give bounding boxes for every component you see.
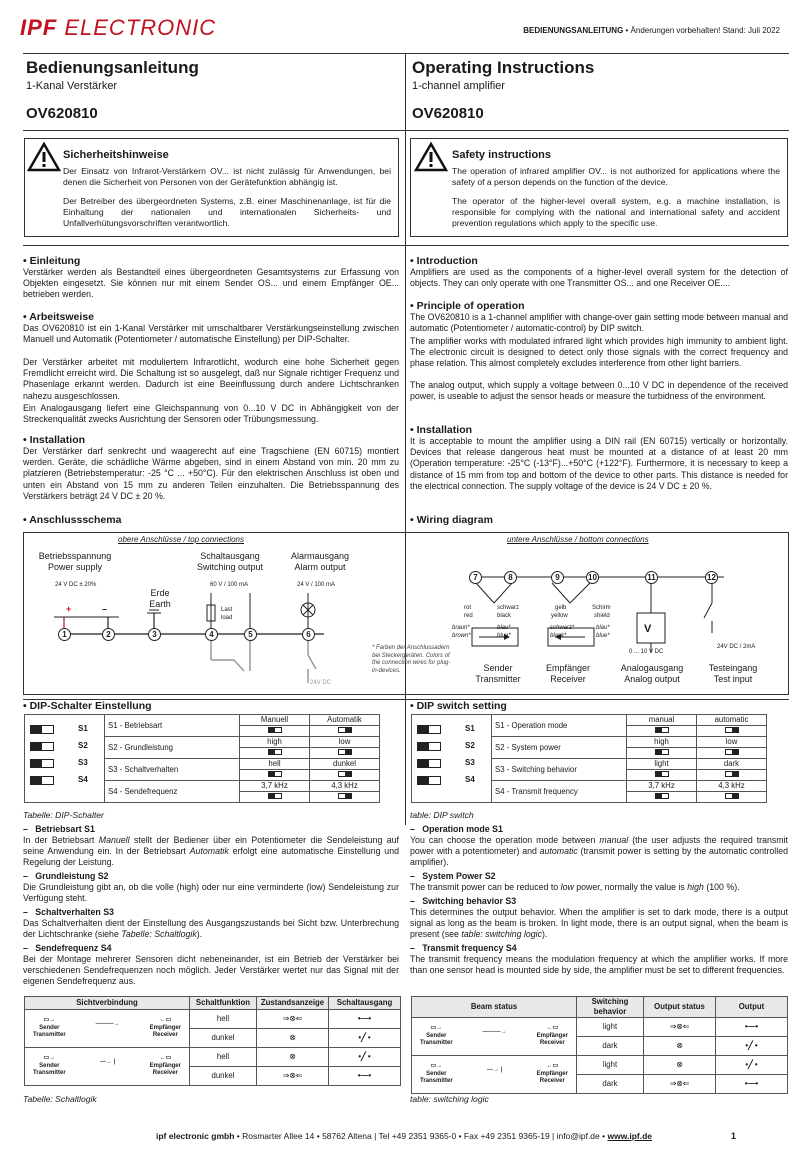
safety-text-de: Der Betreiber des übergeordneten Systems, z.B. einer Maschinenanlage, ist für die Einhaltung der nationalen und internationalen Sicherheits- und Unfallverhütungsvorschriften verantwortlich. xyxy=(63,196,391,229)
switching-output-label: Switching output xyxy=(196,562,264,572)
wire-label: braun* xyxy=(452,625,470,631)
output-contact-icon: •╱ • xyxy=(329,1029,401,1048)
wire-color-note: * Farben der Anschlussadern bei Steckergeräten. Colors of the connection wires for plug-in-devices. xyxy=(372,645,451,675)
section-heading: • Wiring diagram xyxy=(410,514,493,527)
terminal-1: 1 xyxy=(58,628,71,641)
logic-table-en xyxy=(411,996,788,1094)
switch-left-icon xyxy=(268,749,282,755)
paragraph: Der Verstärker darf senkrecht und waagerecht auf eine Tragschiene (EN 60715) montiert werden. Geräte, die schädliche Wärme abgeben, sind in einem Abstand von min. 20 mm zu platzieren (Betriebstemperatur: -25 °C ... +50°C). Für den elektrischen Anschluss ist oben und unten ein Abstand von 15 mm zu anderen Teilen einzuhalten. Die Betriebsspannung des Verstärkers beträgt 24 V DC ± 20 %. xyxy=(23,446,399,501)
supply-label: Power supply xyxy=(47,562,103,572)
subheading: – Switching behavior S3 xyxy=(410,896,517,906)
paragraph: This determines the output behavior. When the amplifier is set to dark mode, there is a output signal as long as the beam is broken. In light mode, there is an output signal, when the beam is present (see table: switching logic). xyxy=(410,907,788,940)
switching-logic-table xyxy=(411,996,788,1094)
terminal-7: 7 xyxy=(469,571,482,584)
wire-label: blue* xyxy=(497,633,511,639)
output-contact-icon: •╱ • xyxy=(716,1055,788,1074)
dip-option: manual xyxy=(627,715,697,726)
section-heading: • Installation xyxy=(23,434,85,447)
voltmeter-icon: V xyxy=(644,623,652,635)
table-caption: table: DIP switch xyxy=(410,810,474,820)
dip-setting-label: S2 - System power xyxy=(492,737,627,759)
table-caption: Tabelle: Schaltlogik xyxy=(23,1094,97,1104)
output-contact-icon: •—• xyxy=(329,1067,401,1086)
dip-option: Automatik xyxy=(310,715,380,726)
dip-setting-label: S2 - Grundleistung xyxy=(105,737,240,759)
switch-right-icon xyxy=(338,771,352,777)
output-contact-icon: •╱ • xyxy=(329,1048,401,1067)
paragraph: It is acceptable to mount the amplifier using a DIN rail (EN 60715) vertically or horizontally. Devices that release dangerous heat must be mounted at a distance of at least 20 mm (Operation temperature: -25°C (-13°F)...+50°C (+122°F). Furthermore, it is necessary to keep a distance of 15 mm from top and bottom of the device to other parts. This distance is needed for the electrical connection. The supply voltage of the device is 24 V DC ± 20 %. xyxy=(410,436,788,491)
alarm-output-label: Alarm output xyxy=(294,562,346,572)
switching-rating: 60 V / 100 mA xyxy=(210,582,249,588)
section-heading: • Introduction xyxy=(410,255,478,268)
paragraph: Der Verstärker arbeitet mit moduliertem Infrarotlicht, wodurch eine hohe Sicherheit gegen Fremdlicht erreicht wird. Die Schaltung ist so ausgelegt, daß nur Signale richtiger Frequenz und Phasenlage erkannt werden. Dadurch ist eine Beeinflussung durch andere Lichtschranken nahezu ausgeschlossen. xyxy=(23,357,399,401)
wire-label: shield xyxy=(594,613,610,619)
receiver-label: Receiver xyxy=(550,674,586,684)
paragraph: You can choose the operation mode between manual (the user adjusts the required transmit power with a potentiometer) and automatic (transmit power is setting by the automatic controlled amplifier). xyxy=(410,835,789,868)
section-heading: • Installation xyxy=(410,424,472,437)
terminal-9: 9 xyxy=(551,571,564,584)
dip-switch-label: S2 xyxy=(78,740,88,750)
dip-option: high xyxy=(240,737,310,748)
switch-left-icon xyxy=(268,771,282,777)
dip-option: low xyxy=(697,737,767,748)
column-header: Output xyxy=(716,997,788,1018)
wire-label: blau* xyxy=(497,625,511,631)
terminal-10: 10 xyxy=(586,571,599,584)
analog-range: 0 ... 10 V DC xyxy=(629,649,664,655)
led-status-icon: ⇒⊗⇐ xyxy=(257,1010,329,1029)
switching-mode: dark xyxy=(577,1036,644,1055)
terminal-3: 3 xyxy=(148,628,161,641)
terminal-8: 8 xyxy=(504,571,517,584)
receiver-label: Empfänger xyxy=(545,663,591,673)
column-header: Beam status xyxy=(412,997,577,1018)
wire-label: red xyxy=(464,613,473,619)
switching-mode: light xyxy=(577,1055,644,1074)
table-caption: Tabelle: DIP-Schalter xyxy=(23,810,104,820)
switching-mode: hell xyxy=(190,1010,257,1029)
divider xyxy=(23,245,789,246)
dip-switch-block xyxy=(25,715,105,803)
switch-right-icon xyxy=(725,793,739,799)
paragraph: The OV620810 is a 1-channel amplifier with change-over gain setting mode between manual and automatic (Potentiometer / automatic-control) by DIP switch. xyxy=(410,312,789,334)
paragraph: Bei der Montage mehrerer Sensoren dicht nebeneinander, ist ein Betrieb der Verstärker bei verschiedenen Sendefrequenzen noch möglich. Jeder Verstärker wertet nur das Signal mit der eigenen Sendefrequenz aus. xyxy=(23,954,399,987)
terminal-2: 2 xyxy=(102,628,115,641)
led-status-icon: ⊗ xyxy=(257,1029,329,1048)
dip-option: Manuell xyxy=(240,715,310,726)
dip-setting-label: S4 - Transmit frequency xyxy=(492,781,627,803)
paragraph: Verstärker werden als Bestandteil eines übergeordneten Gesamtsystems zur Erfassung von Objekten eingesetzt. Sie können nur mit einem Sender OS... und einem Empfänger OE... betrieben werden. xyxy=(23,267,399,300)
paragraph: The analog output, which supply a voltage between 0...10 V DC in dependence of the received power, is useable to adjust the sensor heads or measure the turbidness of the environment. xyxy=(410,380,788,402)
minus-sign: – xyxy=(102,604,108,614)
header-status: BEDIENUNGSANLEITUNG • Änderungen vorbehalten! Stand: Juli 2022 xyxy=(523,26,780,35)
dip-switch-block xyxy=(412,715,492,803)
output-contact-icon: •—• xyxy=(716,1017,788,1036)
table-caption: table: switching logic xyxy=(410,1094,489,1104)
dip-option: hell xyxy=(240,759,310,770)
dip-switch-table xyxy=(24,714,380,803)
switching-logic-table xyxy=(24,996,401,1086)
wire-label: blue* xyxy=(596,633,610,639)
switch-left-icon xyxy=(655,793,669,799)
dip-setting-label: S3 - Schaltverhalten xyxy=(105,759,240,781)
load-label: load xyxy=(221,615,233,621)
section-heading: • Arbeitsweise xyxy=(23,311,94,324)
dip-setting-label: S3 - Switching behavior xyxy=(492,759,627,781)
paragraph: The transmit frequency means the modulation frequency at which the amplifier works. If more than one sensor head is mounted side by side, the amplifier must be set to different frequencies. xyxy=(410,954,788,976)
section-heading: • Anschlussschema xyxy=(23,514,121,527)
safety-title-de: Sicherheitshinweise xyxy=(63,149,169,161)
dip-option: 4,3 kHz xyxy=(697,781,767,792)
dip-setting-label: S4 - Sendefrequenz xyxy=(105,781,240,803)
transmitter-label: Transmitter xyxy=(475,674,521,684)
dip-switch-label: S4 xyxy=(78,774,88,784)
paragraph: Das Schaltverhalten dient der Einstellung des Ausgangszustands bei Sicht bzw. Unterbrechung der Lichtschranke (siehe Tabelle: Schaltlogik). xyxy=(23,918,399,940)
terminal-11: 11 xyxy=(645,571,658,584)
switching-mode: light xyxy=(577,1017,644,1036)
alarm-dc: 24V DC xyxy=(310,680,332,686)
led-status-icon: ⇒⊗⇐ xyxy=(257,1067,329,1086)
wire-label: schwarz* xyxy=(550,625,575,631)
section-heading: • DIP switch setting xyxy=(410,700,507,713)
plus-sign: + xyxy=(66,604,72,614)
earth-label: Earth xyxy=(149,599,171,609)
dip-option: dark xyxy=(697,759,767,770)
led-status-icon: ⊗ xyxy=(644,1036,716,1055)
paragraph: Das OV620810 ist ein 1-Kanal Verstärker mit umschaltbarer Verstärkungseinstellung zwischen Manuell und Automatik (Potentiometer / automatische Einstellung) per DIP-Schalter. xyxy=(23,323,399,345)
wire-label: gelb xyxy=(555,605,567,611)
terminal-6: 6 xyxy=(302,628,315,641)
analog-label: Analogausgang xyxy=(620,663,684,673)
dip-switch-label: S1 xyxy=(78,723,88,733)
led-status-icon: ⊗ xyxy=(644,1055,716,1074)
page-title-en: Operating Instructions xyxy=(412,58,595,77)
subheading: – Operation mode S1 xyxy=(410,824,503,834)
divider xyxy=(23,53,789,54)
beam-status-illustration: ▭→ Sender Transmitter ———→ ←▭ Empfänger Receiver xyxy=(412,1017,577,1055)
supply-voltage: 24 V DC ± 20% xyxy=(55,582,97,588)
warning-icon xyxy=(27,142,61,172)
switch-right-icon xyxy=(338,749,352,755)
wire-label: schwarz xyxy=(497,605,520,611)
subheading: – Transmit frequency S4 xyxy=(410,943,517,953)
section-heading: • Einleitung xyxy=(23,255,80,268)
earth-label: Erde xyxy=(150,588,170,598)
column-divider xyxy=(405,53,406,825)
section-heading: • Principle of operation xyxy=(410,300,525,313)
dip-table-de xyxy=(24,714,380,803)
column-header: Sichtverbindung xyxy=(25,997,190,1010)
switch-left-icon xyxy=(268,727,282,733)
paragraph: Amplifiers are used as the components of a higher-level overall system for the detection of objects. They can only operate with one Transmitter OS... and one Receiver OE.... xyxy=(410,267,788,289)
page-subtitle-en: 1-channel amplifier xyxy=(412,80,505,92)
wire-label: Schirm xyxy=(592,605,611,611)
switch-right-icon xyxy=(725,749,739,755)
dip-option: 3,7 kHz xyxy=(627,781,697,792)
paragraph: Ein Analogausgang liefert eine Gleichspannung von 0...10 V DC in Abhängigkeit von der Streckenqualität zwecks Ausrichtung der Sensoren oder Trübungsmessung. xyxy=(23,403,399,425)
led-status-icon: ⇒⊗⇐ xyxy=(644,1074,716,1093)
dip-option: automatic xyxy=(697,715,767,726)
switch-left-icon xyxy=(655,771,669,777)
divider xyxy=(23,130,789,131)
column-header: Output status xyxy=(644,997,716,1018)
model-en: OV620810 xyxy=(412,105,484,122)
safety-title-en: Safety instructions xyxy=(452,149,552,161)
safety-text-en: The operation of infrared amplifier OV... is not authorized for applications where the safety of a person depends on the function of the device. xyxy=(452,166,780,188)
beam-status-illustration: ▭→ Sender Transmitter ———→ ←▭ Empfänger Receiver xyxy=(25,1010,190,1048)
test-input-rating: 24V DC / 2mA xyxy=(717,644,756,650)
led-status-icon: ⊗ xyxy=(257,1048,329,1067)
dip-table-en xyxy=(411,714,767,803)
paragraph: The transmit power can be reduced to low power, normally the value is high (100 %). xyxy=(410,882,740,892)
paragraph: In der Betriebsart Manuell stellt der Bediener über ein Potentiometer die Sendeleistung auf seine Anwendung ein. In der Betriebsart Automatik erfolgt eine automatische Einstellung und Regelung der Leistung. xyxy=(23,835,399,868)
beam-status-illustration: ▭→ Sender Transmitter —→ | ←▭ Empfänger Receiver xyxy=(25,1048,190,1086)
paragraph: Die Grundleistung gibt an, ob die volle (high) oder nur eine verminderte (low) Sendeleistung zur Verfügung steht. xyxy=(23,882,399,904)
dip-option: 3,7 kHz xyxy=(240,781,310,792)
wire-label: brown* xyxy=(452,633,471,639)
dip-option: low xyxy=(310,737,380,748)
switch-left-icon xyxy=(655,727,669,733)
model-de: OV620810 xyxy=(26,105,98,122)
column-header: Zustandsanzeige xyxy=(257,997,329,1010)
led-status-icon: ⇒⊗⇐ xyxy=(644,1017,716,1036)
dip-switch-label: S3 xyxy=(465,757,475,767)
test-input-label: Testeingang xyxy=(708,663,758,673)
wire-label: black* xyxy=(550,633,567,639)
column-header: Switching behavior xyxy=(577,997,644,1018)
terminal-4: 4 xyxy=(205,628,218,641)
dip-switch-label: S4 xyxy=(465,774,475,784)
dip-option: dunkel xyxy=(310,759,380,770)
logic-table-de xyxy=(24,996,401,1086)
alarm-output-label: Alarmausgang xyxy=(290,551,350,561)
switch-right-icon xyxy=(338,793,352,799)
supply-label: Betriebsspannung xyxy=(38,551,112,561)
column-header: Schaltausgang xyxy=(329,997,401,1010)
subheading: – Betriebsart S1 xyxy=(23,824,95,834)
switch-left-icon xyxy=(268,793,282,799)
warning-icon xyxy=(414,142,448,172)
alarm-rating: 24 V / 100 mA xyxy=(297,582,336,588)
page-subtitle-de: 1-Kanal Verstärker xyxy=(26,80,118,92)
page-number: 1 xyxy=(730,1131,736,1141)
dip-switch-label: S1 xyxy=(465,723,475,733)
wire-label: rot xyxy=(464,605,472,611)
paragraph: The amplifier works with modulated infrared light which provides high immunity to ambient light. The electronic circuit is designed to detect only those signals with the correct frequency and phase relation. This almost completely excludes interference from other light barriers. xyxy=(410,336,788,369)
wire-label: blau* xyxy=(596,625,610,631)
section-heading: • DIP-Schalter Einstellung xyxy=(23,700,152,713)
load-label: Last xyxy=(221,607,233,613)
page-title-de: Bedienungsanleitung xyxy=(26,58,199,77)
column-header: Schaltfunktion xyxy=(190,997,257,1010)
dip-switch-label: S2 xyxy=(465,740,475,750)
dip-option: 4,3 kHz xyxy=(310,781,380,792)
dip-setting-label: S1 - Operation mode xyxy=(492,715,627,737)
safety-text-de: Der Einsatz von Infrarot-Verstärkern OV... ist nicht zulässig für Anwendungen, bei denen die Sicherheit von Personen von der Gerätefunktion abhängig ist. xyxy=(63,166,391,188)
transmitter-label: Sender xyxy=(483,663,513,673)
dip-switch-table xyxy=(411,714,767,803)
wire-label: yellow xyxy=(551,613,568,619)
switching-mode: dunkel xyxy=(190,1029,257,1048)
output-contact-icon: •—• xyxy=(329,1010,401,1029)
subheading: – Grundleistung S2 xyxy=(23,871,109,881)
output-contact-icon: •—• xyxy=(716,1074,788,1093)
dip-switch-label: S3 xyxy=(78,757,88,767)
wire-label: black xyxy=(497,613,512,619)
switching-mode: dark xyxy=(577,1074,644,1093)
output-contact-icon: •╱ • xyxy=(716,1036,788,1055)
switch-right-icon xyxy=(338,727,352,733)
bottom-connections-label: untere Anschlüsse / bottom connections xyxy=(507,535,649,544)
beam-status-illustration: ▭→ Sender Transmitter —→ | ←▭ Empfänger Receiver xyxy=(412,1055,577,1093)
dip-option: high xyxy=(627,737,697,748)
subheading: – System Power S2 xyxy=(410,871,496,881)
website-link[interactable]: www.ipf.de xyxy=(607,1131,653,1141)
safety-text-en: The operator of the higher-level overall system, e.g. a machine installation, is responsible for complying with the national and international safety and accident prevention regulations which apply to the specific use. xyxy=(452,196,780,229)
switch-right-icon xyxy=(725,727,739,733)
terminal-5: 5 xyxy=(244,628,257,641)
subheading: – Schaltverhalten S3 xyxy=(23,907,114,917)
top-connections-label: obere Anschlüsse / top connections xyxy=(118,535,245,544)
dip-setting-label: S1 - Betriebsart xyxy=(105,715,240,737)
test-input-label: Test input xyxy=(713,674,753,684)
terminal-12: 12 xyxy=(705,571,718,584)
switch-left-icon xyxy=(655,749,669,755)
dip-option: light xyxy=(627,759,697,770)
footer: ipf electronic gmbh • Rosmarter Allee 14 • 58762 Altena | Tel +49 2351 9365-0 • Fax +49 2351 9365-19 | info@ipf.de • www.ipf.de xyxy=(155,1131,653,1141)
subheading: – Sendefrequenz S4 xyxy=(23,943,112,953)
ipf-logo: IPF ELECTRONIC xyxy=(20,15,217,40)
switching-mode: dunkel xyxy=(190,1067,257,1086)
switching-output-label: Schaltausgang xyxy=(200,551,260,561)
analog-label: Analog output xyxy=(624,674,680,684)
switching-mode: hell xyxy=(190,1048,257,1067)
switch-right-icon xyxy=(725,771,739,777)
